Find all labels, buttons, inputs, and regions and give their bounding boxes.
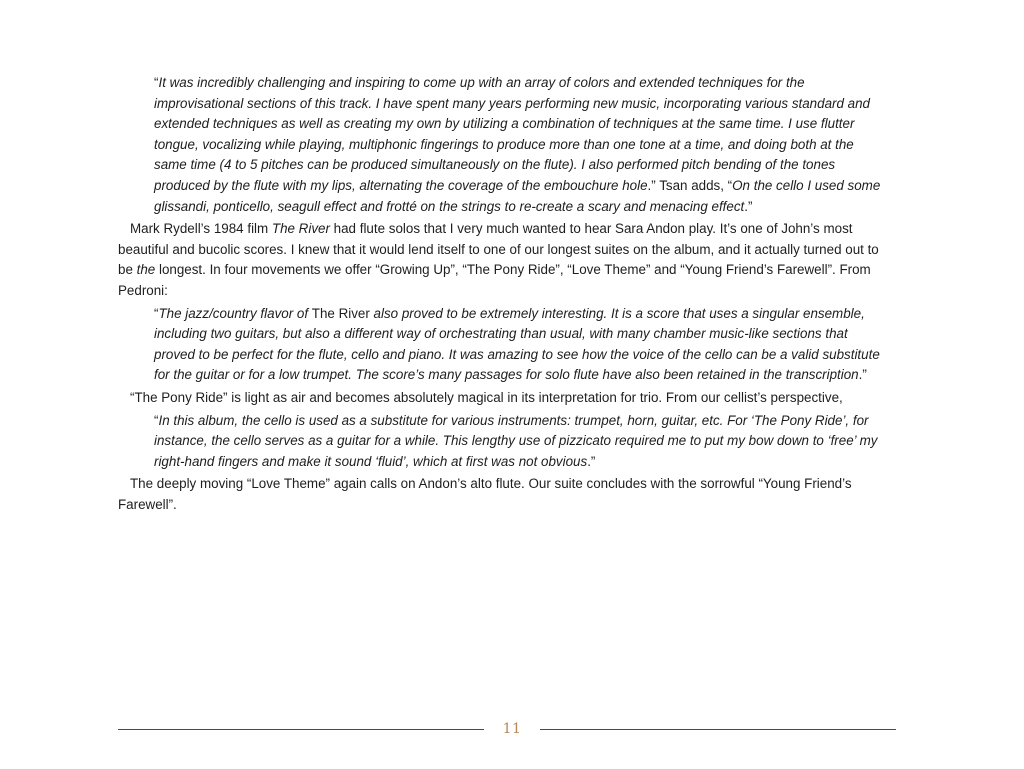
emphasis-word: the (136, 262, 156, 278)
body-text (118, 73, 888, 517)
page-footer (118, 719, 896, 743)
film-title: The River (271, 221, 330, 237)
quote-text: It was incredibly challenging and inspiring to come up with an array of colors and extended techniques for the improvisational sections of this track. I have spent many years performing new music, incorporating various standard and extended techniques as well as creating my own by utilizing a combination of techniques at the same time. I use flutter tongue, vocalizing while playing, multiphonic fingerings to produce more than one tone at a time, and doing both at the same time (4 to 5 pitches can be produced simultaneously on the flute). I also performed pitch bending of the tones produced by the flute with my lips, alternating the coverage of the embouchure hole (154, 75, 870, 193)
quote-text-cello: On the cello I used some glissandi, ponticello, seagull effect and frotté on the strings to re-create a scary and menacing effect (154, 177, 881, 214)
para-text: had flute solos that I very much wanted to hear Sara Andon play. It’s one of John’s most beautiful and bucolic scores. I knew that it would lend itself to one of our longest suites on the album, and it actually turned out to be (118, 221, 879, 278)
paragraph-the-river (118, 219, 888, 301)
close-quote: .” (744, 198, 753, 214)
page-number: 11 (502, 721, 522, 737)
paragraph-love-theme: The deeply moving “Love Theme” again calls on Andon’s alto flute. Our suite concludes with the sorrowful “Young Friend’s Farewell”. (118, 476, 852, 512)
quote-flute-techniques (154, 73, 888, 217)
attribution-text: .” Tsan adds, “ (647, 177, 733, 193)
para-text: Mark Rydell’s 1984 film (130, 221, 272, 237)
quote-text: also proved to be extremely interesting. It is a score that uses a singular ensemble, including two guitars, but also a different way of orchestrating than usual, with many chamber music-like sections that proved to be perfect for the flute, cello and piano. It was amazing to see how the voice of the cello can be a valid substitute for the guitar or for a low trumpet. The score’s many passages for solo flute have also been retained in the transcription (154, 305, 880, 383)
close-quote: .” (858, 367, 867, 383)
quote-text: In this album, the cello is used as a substitute for various instruments: trumpet, horn, guitar, etc. For ‘The Pony Ride’, for instance, the cello serves as a guitar for a while. This lengthy use of pizzicato required me to put my bow down to ‘free’ my right-hand fingers and make it sound ‘fluid’, which at first was not obvious (154, 412, 878, 469)
open-quote: “ (154, 305, 159, 321)
open-quote: “ (154, 75, 159, 90)
footer-rule-right (540, 729, 896, 730)
para-text: longest. In four movements we offer “Growing Up”, “The Pony Ride”, “Love Theme” and “Young Friend’s Farewell”. From Pedroni: (118, 262, 871, 298)
film-title: The River (311, 305, 370, 321)
quote-text: The jazz/country flavor of (158, 305, 312, 321)
close-quote: .” (587, 453, 596, 469)
footer-rule-left (118, 729, 484, 730)
paragraph-pony-ride: “The Pony Ride” is light as air and becomes absolutely magical in its interpretation for trio. From our cellist’s perspective, (130, 389, 843, 405)
quote-pedroni (154, 304, 888, 386)
open-quote: “ (154, 412, 159, 428)
quote-cellist (154, 411, 888, 473)
